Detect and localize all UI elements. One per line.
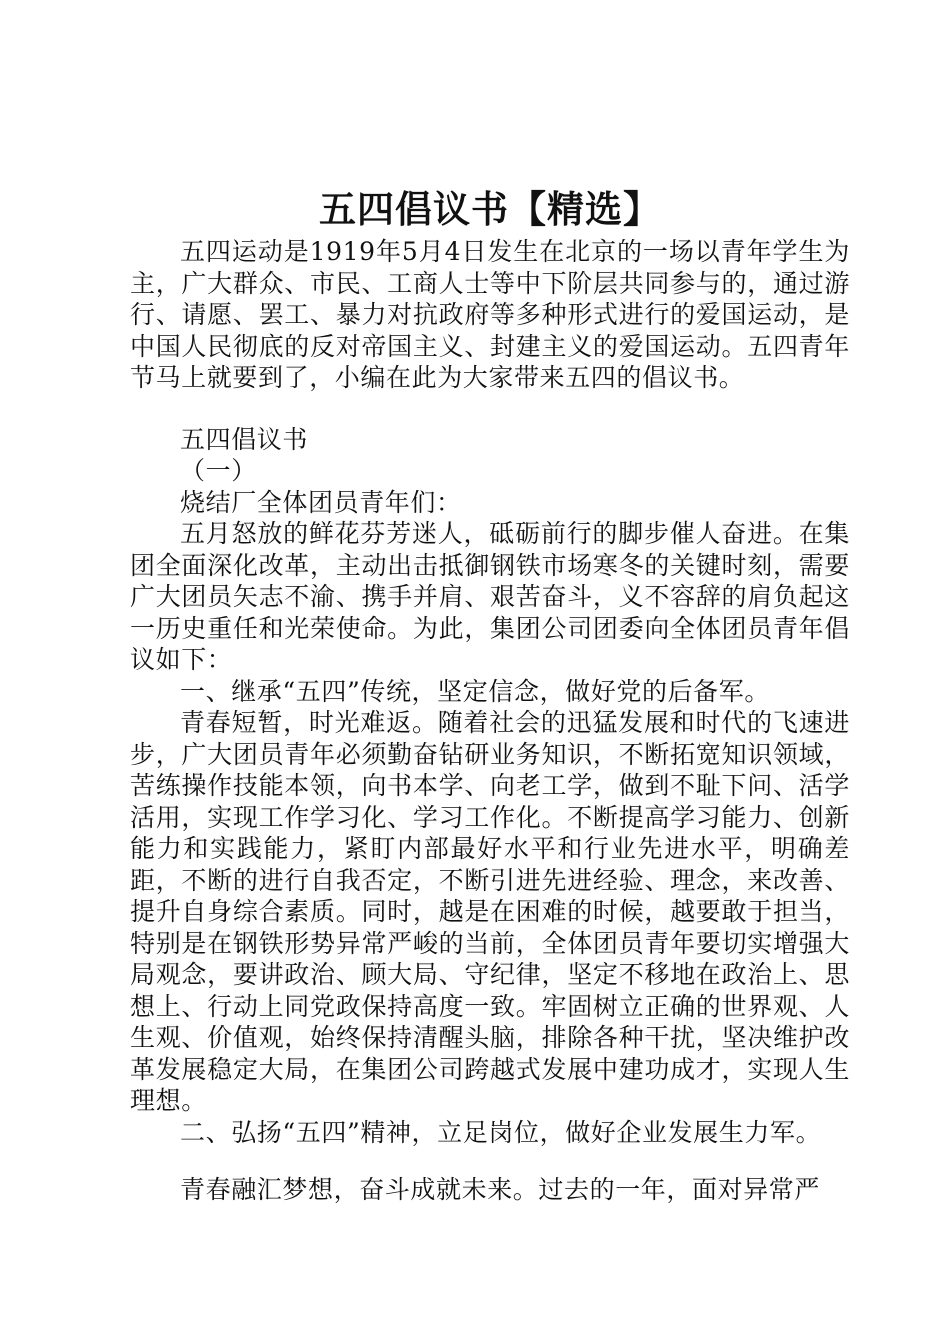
section-heading: 五四倡议书	[180, 424, 309, 454]
document-page	[130, 184, 850, 1206]
salutation: 烧结厂全体团员青年们：	[180, 487, 462, 517]
point-2-heading: 二、弘扬“五四”精神，立足岗位，做好企业发展生力军。	[180, 1117, 822, 1147]
point-1-heading: 一、继承“五四”传统，坚定信念，做好党的后备军。	[180, 676, 770, 706]
section-number: （一）	[180, 456, 257, 485]
paragraph-3: 青春融汇梦想，奋斗成就未来。过去的一年，面对异常严	[180, 1175, 821, 1204]
paragraph-1: 五月怒放的鲜花芬芳迷人，砥砺前行的脚步催人奋进。在集团全面深化改革，主动出击抵御钢铁市场寒冬的关键时刻，需要广大团员矢志不渝、携手并肩、艰苦奋斗，义不容辞的肩负起这一历史重任和光荣使命。为此，集团公司团委向全体团员青年倡议如下：	[130, 519, 850, 674]
intro-paragraph: 五四运动是1919年5月4日发生在北京的一场以青年学生为主，广大群众、市民、工商人士等中下阶层共同参与的，通过游行、请愿、罢工、暴力对抗政府等多种形式进行的爱国运动，是中国人民彻底的反对帝国主义、封建主义的爱国运动。五四青年节马上就要到了，小编在此为大家带来五四的倡议书。	[130, 237, 850, 392]
document-title: 五四倡议书【精选】	[319, 187, 661, 231]
paragraph-2: 青春短暂，时光难返。随着社会的迅猛发展和时代的飞速进步，广大团员青年必须勤奋钻研业务知识，不断拓宽知识领域，苦练操作技能本领，向书本学、向老工学，做到不耻下问、活学活用，实现工作学习化、学习工作化。不断提高学习能力、创新能力和实践能力，紧盯内部最好水平和行业先进水平，明确差距，不断的进行自我否定，不断引进先进经验、理念，来改善、提升自身综合素质。同时，越是在困难的时候，越要敢于担当，特别是在钢铁形势异常严峻的当前，全体团员青年要切实增强大局观念，要讲政治、顾大局、守纪律，坚定不移地在政治上、思想上、行动上同党政保持高度一致。牢固树立正确的世界观、人生观、价值观，始终保持清醒头脑，排除各种干扰，坚决维护改革发展稳定大局，在集团公司跨越式发展中建功成才，实现人生理想。	[130, 708, 850, 1115]
